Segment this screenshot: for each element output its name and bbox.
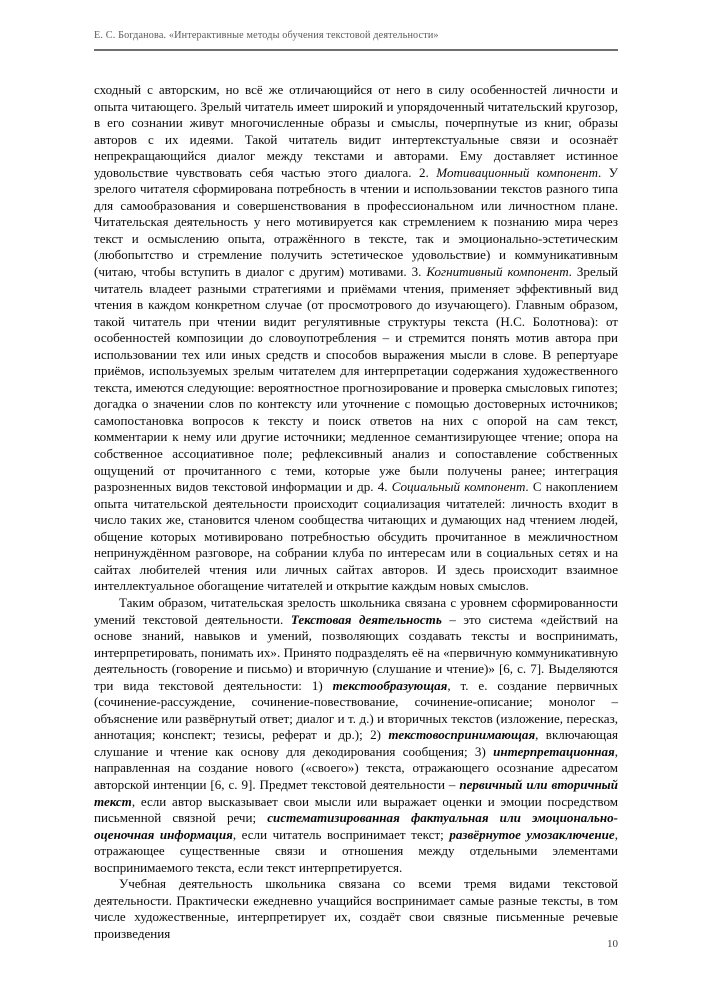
paragraph-2-part-8: , отражающее существенные связи и отношения между отдельными элементами воспринимаемого текста, если текст интерпретируется.	[94, 826, 618, 875]
term-social-component: Социальный компонент	[391, 479, 526, 495]
running-head-text: Е. С. Богданова. «Интерактивные методы обучения текстовой деятельности»	[94, 30, 439, 41]
paragraph-1-part-4: . С накоплением опыта читательской деятельности происходит социализация читателей: личность входит в число таких же, становится членом сообщества читающих и думающих над чтением людей, общение которых мотивировано потребностью обсудить прочитанное в межличностном непринуждённом разговоре, на собрании клуба по интересам или в социальных сетях и на сайтах любителей чтения или личных сайтах авторов. И здесь происходит взаимное интеллектуальное обогащение читателей и открытие каждым новых смыслов.	[94, 479, 618, 594]
term-primary-secondary-text: первичный или вторичный текст	[94, 776, 618, 809]
paragraph-2-part-5: , направленная на создание нового («своего») текста, отражающего осознание адресатом авторской интенции [6, с. 9]. Предмет текстовой деятельности –	[94, 743, 618, 792]
running-head	[94, 30, 618, 41]
paragraph-2-part-6: , если автор высказывает свои мысли или выражает оценки и эмоции посредством письменной связной речи;	[94, 793, 618, 826]
header-rule	[94, 49, 618, 51]
paragraph-2-part-4: , включающая слушание и чтение как основу для декодирования сообщения; 3)	[94, 727, 618, 759]
body-text	[94, 82, 618, 942]
paragraph-3: Учебная деятельность школьника связана со всеми тремя видами текстовой деятельности. Практически ежедневно учащийся воспринимает самые разные тексты, в том числе художественные, интерпретирует их, создаёт свои связные письменные речевые произведения	[94, 876, 618, 941]
term-text-activity: Текстовая деятельность	[290, 611, 442, 627]
paragraph-1-part-2: . У зрелого читателя сформирована потребность в чтении и использовании текстов разного типа для самообразования и совершенствования в профессиональном или личностном плане. Читательская деятельность у него мотивируется как стремлением к познанию мира через текст и осмыслению опыта, отражённого в тексте, так и эмоционально-эстетическим (любопытство и стремление получить эстетическое удовольствие) и коммуникативным (читаю, чтобы вступить в диалог с другим) мотивами. 3.	[94, 164, 618, 280]
term-motivational-component: Мотивационный компонент	[436, 164, 599, 180]
paragraph-1	[94, 82, 618, 595]
term-text-perceiving: текстовоспринимающая	[388, 727, 536, 743]
page-number: 10	[607, 938, 618, 950]
paragraph-1-part-1: сходный с авторским, но всё же отличающийся от него в силу особенностей личности и опыта читающего. Зрелый читатель имеет широкий и упорядоченный читательский кругозор, в его сознании живут многочисленные образы и смыслы, почерпнутые из книг, образы авторов с их идеями. Такой читатель видит интертекстуальные связи и осознаёт непрекращающийся диалог между текстами и авторами. Ему доставляет истинное удовольствие чувствовать себя частью этого диалога. 2.	[94, 82, 618, 180]
paragraph-2-part-7: , если читатель воспринимает текст;	[232, 826, 450, 842]
term-interpretational: интерпретационная	[493, 743, 615, 759]
paragraph-2-part-3: , т. е. создание первичных (сочинение-рассуждение, сочинение-повествование, сочинение-описание; монолог – объяснение или развёрнутый ответ; диалог и т. д.) и вторичных текстов (изложение, пересказ, аннотация; конспект; тезисы, реферат и др.); 2)	[94, 677, 618, 743]
term-cognitive-component: Когнитивный компонент	[426, 264, 569, 280]
term-systematized-information: систематизированная фактуальная или эмоционально-оценочная информация	[94, 810, 618, 842]
paragraph-2	[94, 595, 618, 876]
term-text-forming: текстообразующая	[332, 677, 448, 693]
term-expanded-inference: развёрнутое умозаключение	[449, 826, 615, 842]
paragraph-1-part-3: . Зрелый читатель владеет разными стратегиями и приёмами чтения, применяет эффективный вид чтения в каждом конкретном случае (от просмотрового до изучающего). Главным образом, такой читатель при чтении видит регулятивные структуры текста (Н.С. Болотнова): от особенностей композиции до словоупотребления – и стремится понять мотив автора при использовании тех или иных средств и способов выражения мысли в слове. В репертуаре приёмов, используемых зрелым читателем для интерпретации содержания художественного текста, имеются следующие: вероятностное прогнозирование и проверка смысловых гипотез; догадка о значении слов по контексту или уточнение с помощью достоверных источников; самопостановка вопросов к тексту и поиск ответов на них с опорой на сам текст, комментарии к нему или другие источники; медленное семантизирующее чтение; опора на собственное ассоциативное поле; рефлексивный анализ и сопоставление собственных ощущений от прочитанного с теми, которые уже были получены ранее; интеграция разрозненных видов текстовой информации и др. 4.	[94, 264, 618, 495]
paragraph-2-part-2: – это система «действий на основе знаний, навыков и умений, позволяющих создавать тексты и воспринимать, интерпретировать, понимать их». Принято подразделять её на «первичную коммуникативную деятельность (говорение и письмо) и вторичную (слушание и чтение)» [6, с. 7]. Выделяются три вида текстовой деятельности: 1)	[94, 611, 618, 693]
paragraph-2-part-1: Таким образом, читательская зрелость школьника связана с уровнем сформированности умений текстовой деятельности.	[94, 594, 618, 627]
